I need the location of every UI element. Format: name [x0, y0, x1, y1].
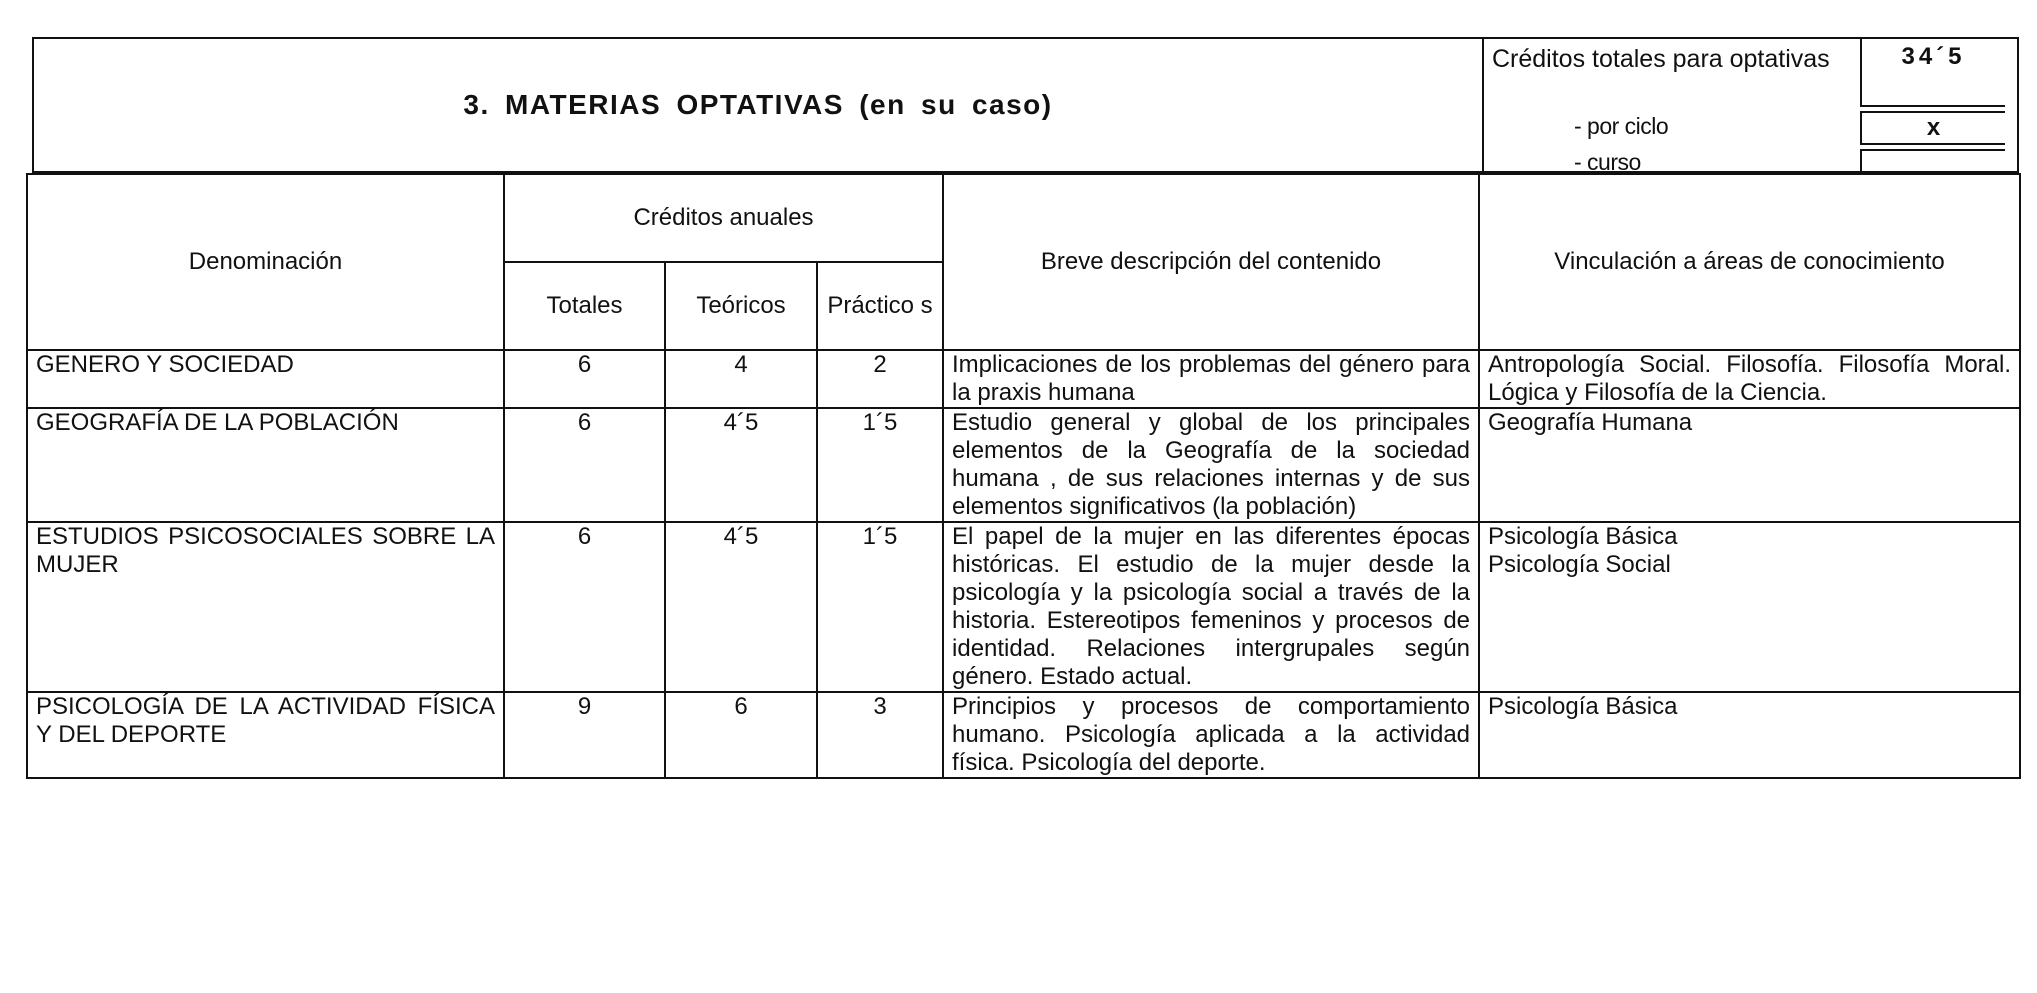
cell-vinculacion [1479, 522, 2020, 692]
cell-totales: 6 [504, 408, 665, 522]
table-row [27, 522, 2020, 692]
header-vinculacion: Vinculación a áreas de conocimiento [1479, 174, 2020, 350]
credits-total-label: Créditos totales para optativas [1492, 45, 1830, 73]
header-row [27, 174, 2020, 262]
cell-denominacion: PSICOLOGÍA DE LA ACTIVIDAD FÍSICA Y DEL DEPORTE [27, 692, 504, 778]
cell-denominacion: GEOGRAFÍA DE LA POBLACIÓN [27, 408, 504, 522]
cell-denominacion: ESTUDIOS PSICOSOCIALES SOBRE LA MUJER [27, 522, 504, 692]
cell-descripcion: Estudio general y global de los principales elementos de la Geografía de la sociedad humana , de sus relaciones internas y de sus elementos significativos (la población) [943, 408, 1479, 522]
cell-vinculacion: Antropología Social. Filosofía. Filosofía Moral. Lógica y Filosofía de la Ciencia. [1479, 350, 2020, 408]
cell-practicos: 3 [817, 692, 943, 778]
cell-vinculacion: Psicología Básica [1479, 692, 2020, 778]
header-teoricos: Teóricos [665, 262, 817, 350]
section-title: 3. MATERIAS OPTATIVAS (en su caso) [34, 39, 1484, 171]
header-descripcion: Breve descripción del contenido [943, 174, 1479, 350]
table-row [27, 692, 2020, 778]
credits-per-cycle-value: x [1860, 111, 2005, 145]
header-totales: Totales [504, 262, 665, 350]
cell-teoricos: 4´5 [665, 408, 817, 522]
table-row [27, 350, 2020, 408]
cell-teoricos: 4´5 [665, 522, 817, 692]
credits-per-cycle-label: - por ciclo [1574, 113, 1669, 139]
optional-subjects-table [26, 173, 2021, 779]
cell-denominacion: GENERO Y SOCIEDAD [27, 350, 504, 408]
title-block [32, 37, 2019, 173]
table-row [27, 408, 2020, 522]
cell-totales: 6 [504, 350, 665, 408]
cell-totales: 6 [504, 522, 665, 692]
header-creditos-anuales: Créditos anuales [504, 174, 943, 262]
vinculacion-area: Psicología Social [1488, 551, 1671, 578]
cell-practicos: 1´5 [817, 408, 943, 522]
cell-descripcion: Principios y procesos de comportamiento humano. Psicología aplicada a la actividad física. Psicología del deporte. [943, 692, 1479, 778]
cell-descripcion: El papel de la mujer en las diferentes épocas históricas. El estudio de la mujer desde la psicología y la psicología social a través de la historia. Estereotipos femeninos y procesos de identidad. Relaciones intergrupales según género. Estado actual. [943, 522, 1479, 692]
header-practicos: Práctico s [817, 262, 943, 350]
cell-teoricos: 4 [665, 350, 817, 408]
cell-practicos: 2 [817, 350, 943, 408]
header-denominacion: Denominación [27, 174, 504, 350]
cell-teoricos: 6 [665, 692, 817, 778]
cell-totales: 9 [504, 692, 665, 778]
credits-per-course-label: - curso [1574, 149, 1641, 175]
credits-per-course-value [1860, 149, 2005, 173]
credits-total-value: 34´5 [1860, 39, 2005, 107]
vinculacion-area: Psicología Básica [1488, 523, 1678, 550]
cell-practicos: 1´5 [817, 522, 943, 692]
cell-descripcion: Implicaciones de los problemas del género para la praxis humana [943, 350, 1479, 408]
cell-vinculacion: Geografía Humana [1479, 408, 2020, 522]
